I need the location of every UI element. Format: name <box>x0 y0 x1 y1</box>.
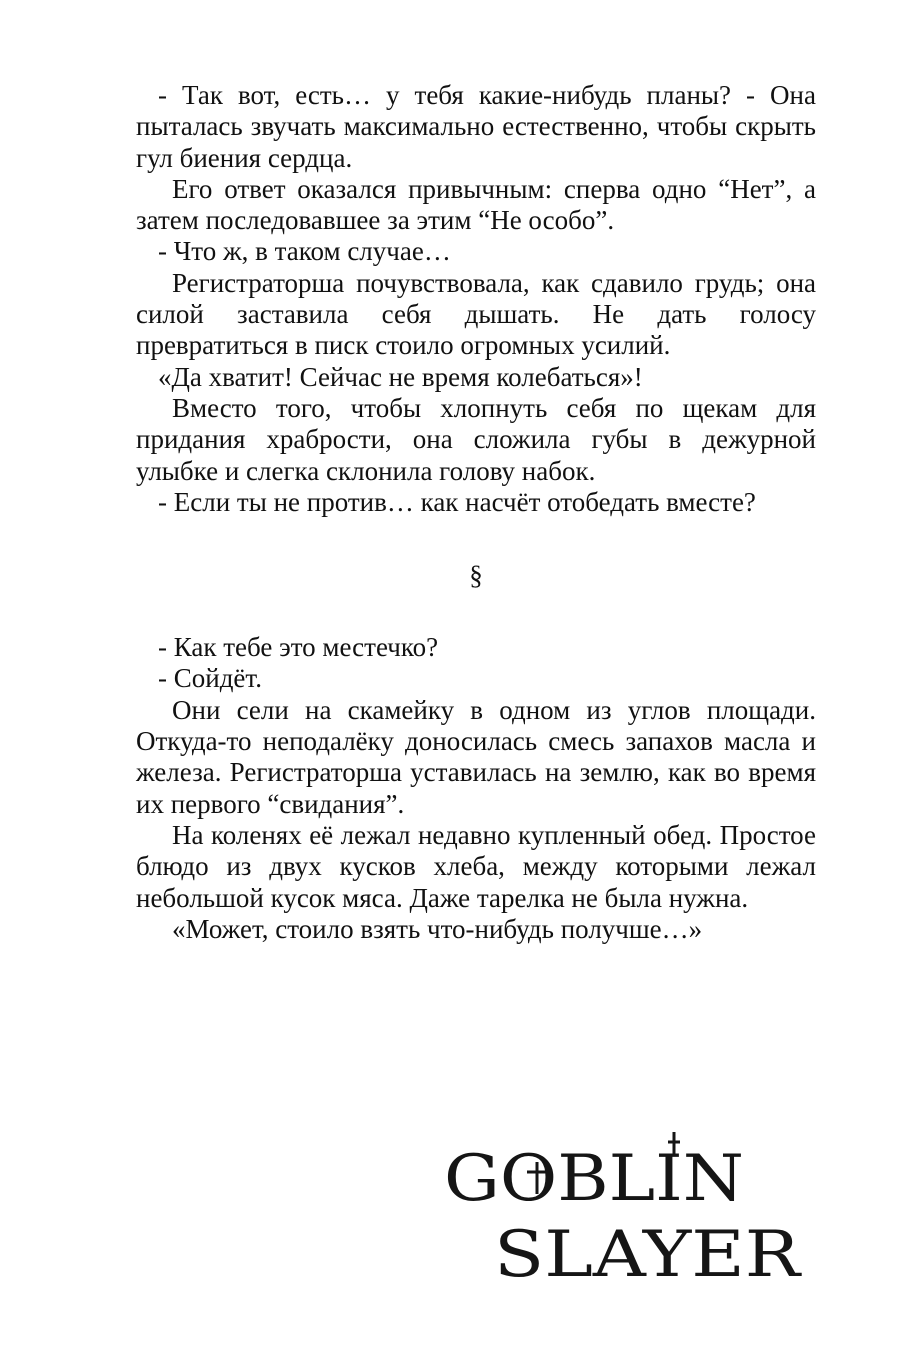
paragraph: - Что ж, в таком случае… <box>158 236 451 267</box>
paragraph-group-1 <box>136 80 816 518</box>
page-text <box>136 80 816 945</box>
paragraph: - Как тебе это местечко? <box>158 632 439 663</box>
paragraph: - Так вот, есть… у тебя какие-нибудь планы? - Она пыталась звучать максимально естественно, чтобы скрыть гул биения сердца. <box>136 80 816 173</box>
paragraph: - Если ты не против… как насчёт отобедать вместе? <box>158 486 756 517</box>
paragraph-group-2 <box>136 632 816 945</box>
paragraph: Регистраторша почувствовала, как сдавило грудь; она силой заставила себя дышать. Не дать голосу превратиться в писк стоило огромных усилий. <box>136 267 816 361</box>
paragraph: «Да хватит! Сейчас не время колебаться»! <box>158 361 643 392</box>
paragraph: На коленях её лежал недавно купленный обед. Простое блюдо из двух кусков хлеба, между которыми лежал небольшой кусок мяса. Даже тарелка не была нужна. <box>136 819 816 913</box>
paragraph: Его ответ оказался привычным: сперва одно “Нет”, а затем последовавшее за этим “Не особо”. <box>136 173 816 236</box>
paragraph: «Может, стоило взять что-нибудь получше…» <box>172 913 703 944</box>
paragraph: - Сойдёт. <box>158 663 262 694</box>
logo-line-1: GOBLIN <box>444 1142 744 1216</box>
section-break: § <box>469 560 483 591</box>
paragraph: Вместо того, чтобы хлопнуть себя по щекам для придания храбрости, она сложила губы в дежурной улыбке и слегка склонила голову набок. <box>136 392 816 486</box>
paragraph: Они сели на скамейку в одном из углов площади. Откуда-то неподалёку доносилась смесь запахов масла и железа. Регистраторша уставилась на землю, как во время их первого “свидания”. <box>136 694 816 819</box>
logo-line-2: SLAYER <box>494 1218 803 1288</box>
goblin-slayer-logo <box>436 1128 806 1288</box>
